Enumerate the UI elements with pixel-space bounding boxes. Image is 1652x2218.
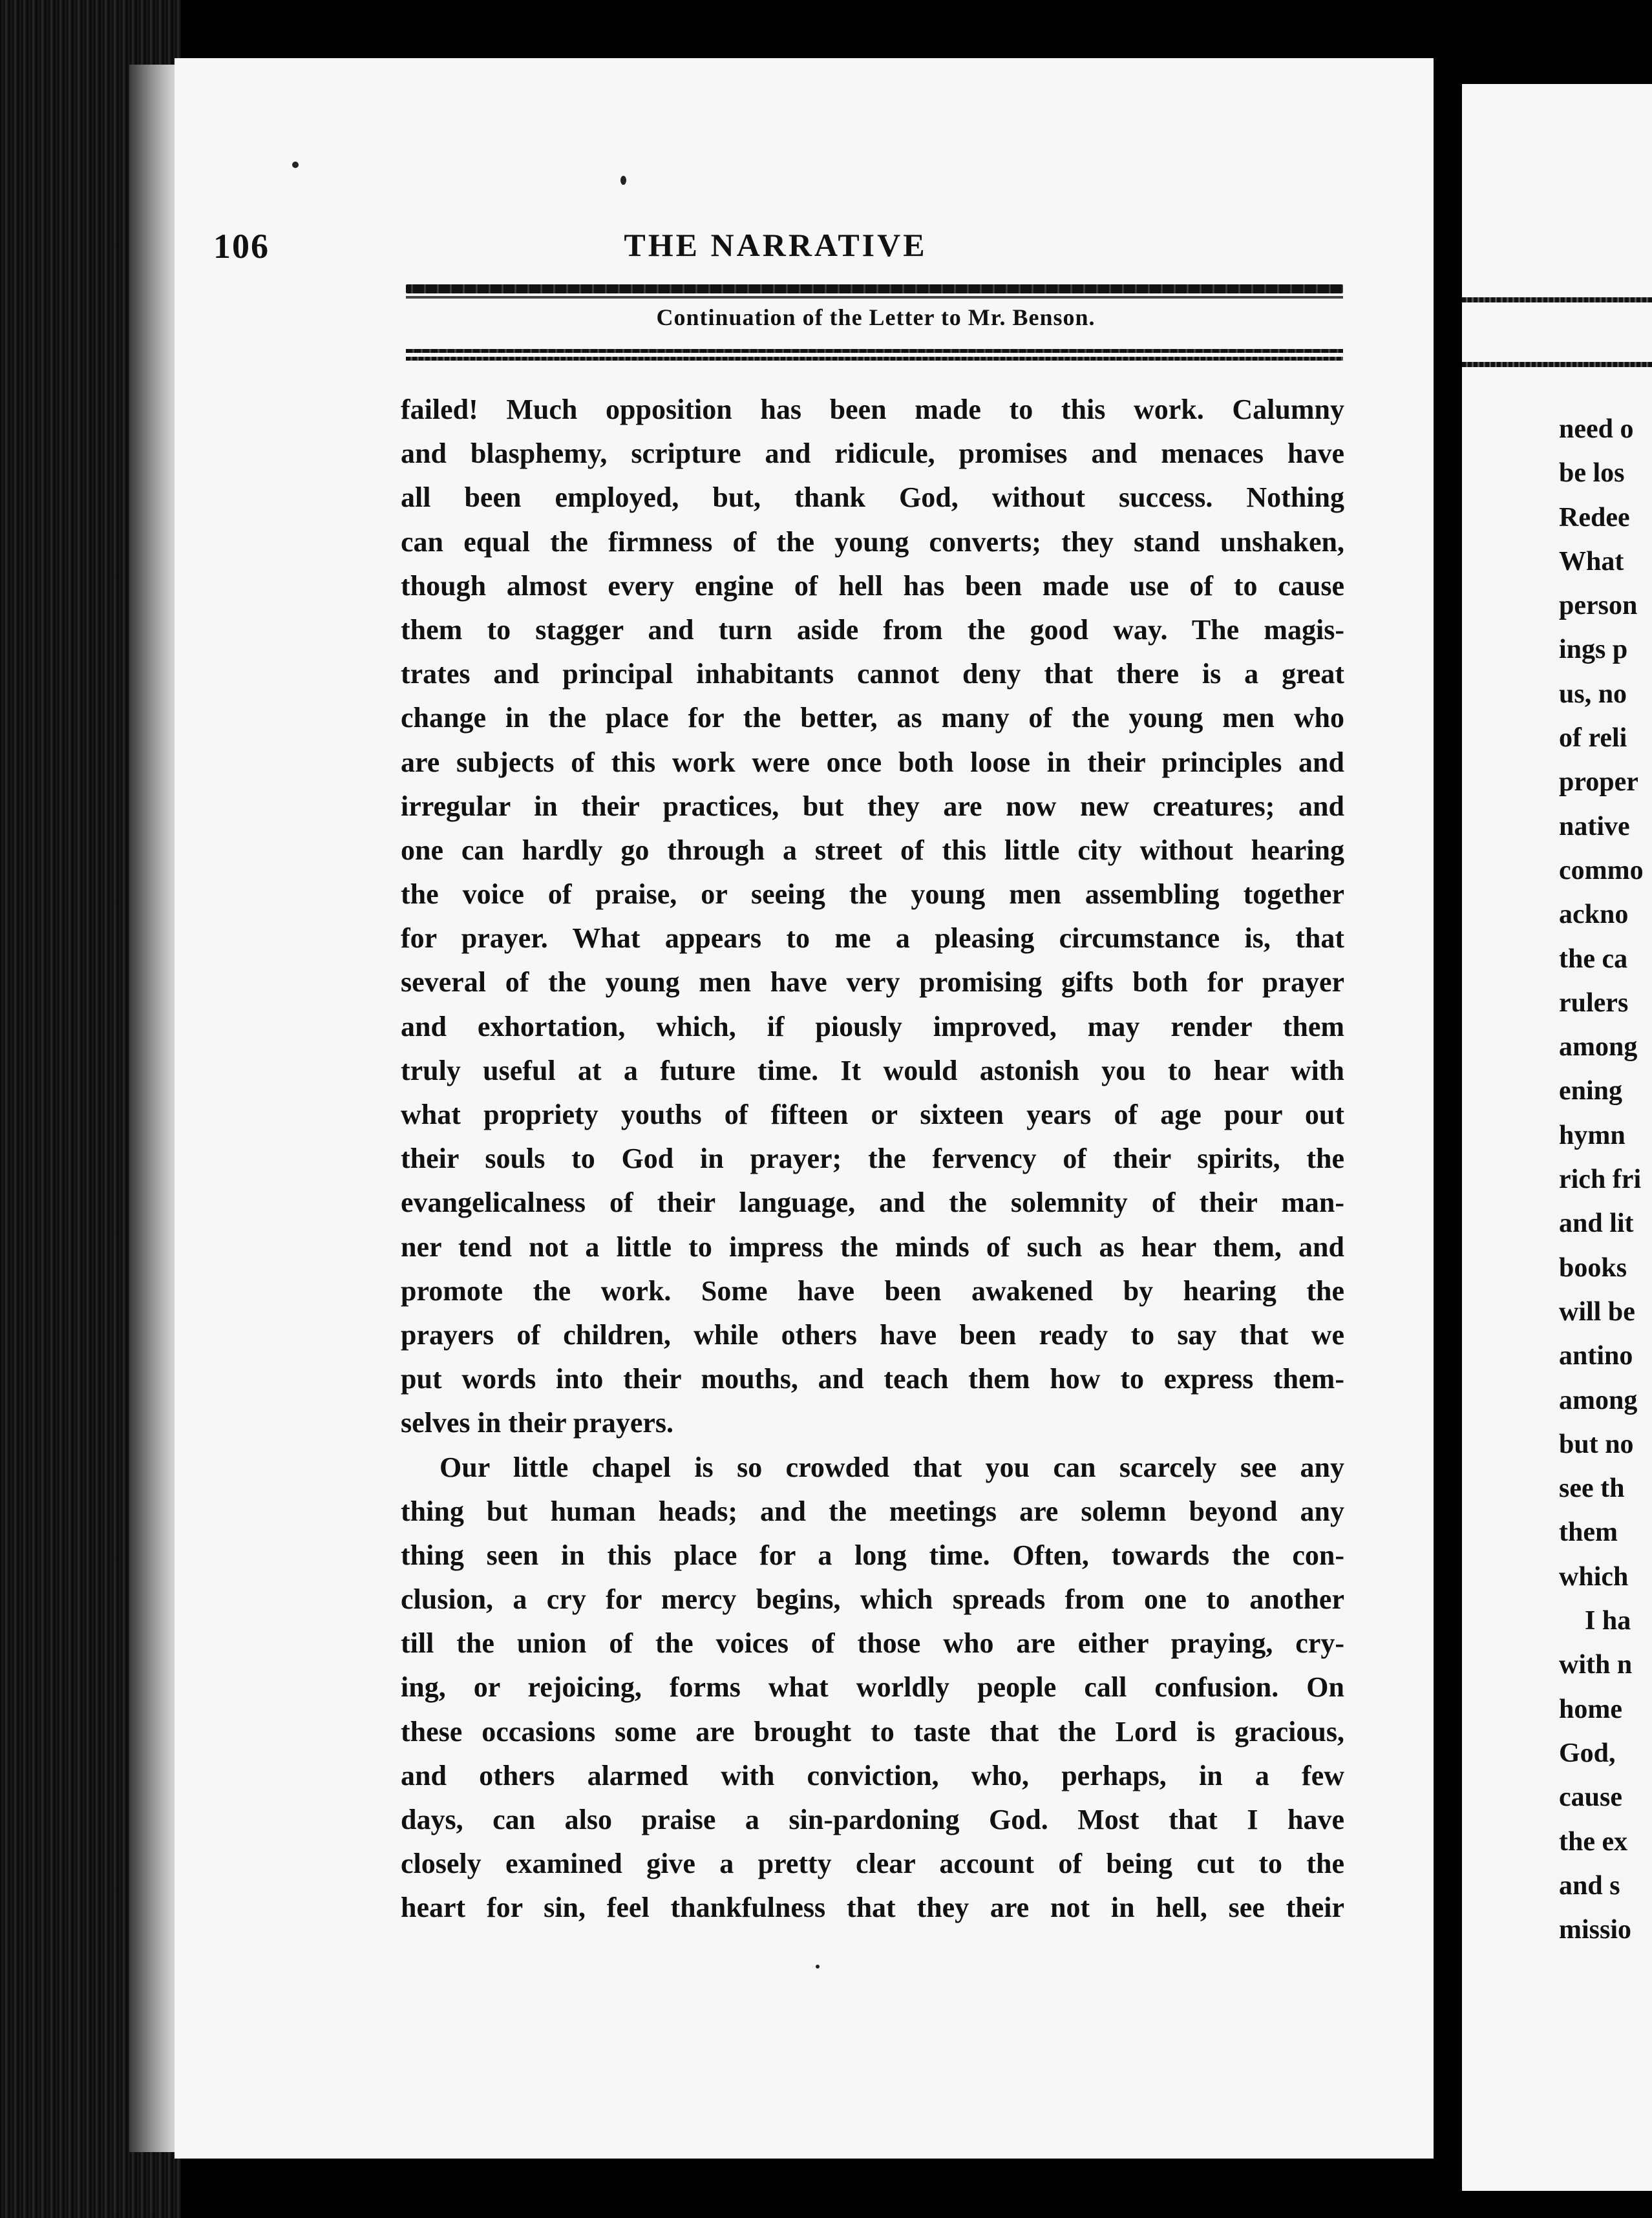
text-line: the voice of praise, or seeing the young men assembling together: [401, 878, 1344, 911]
print-speck: [816, 1965, 820, 1969]
facing-page-line: among: [1559, 1385, 1638, 1415]
facing-page-line: proper: [1559, 767, 1638, 797]
facing-page-line: and s: [1559, 1870, 1620, 1901]
facing-page-line: see th: [1559, 1473, 1625, 1504]
facing-page-line: What: [1559, 546, 1624, 576]
facing-page-line: need o: [1559, 414, 1634, 444]
text-line: failed! Much opposition has been made to this work. Calumny: [401, 394, 1344, 425]
text-line: till the union of the voices of those who are either praying, cry-: [401, 1627, 1344, 1660]
facing-page-line: native: [1559, 811, 1630, 841]
text-line: days, can also praise a sin-pardoning God. Most that I have: [401, 1804, 1344, 1835]
facing-page-line: among: [1559, 1032, 1638, 1062]
facing-page-line: and lit: [1559, 1209, 1634, 1239]
facing-page-line: Redee: [1559, 502, 1630, 533]
text-line: put words into their mouths, and teach them how to express them-: [401, 1363, 1344, 1395]
facing-page-rule: [1462, 362, 1652, 367]
page-number: 106: [213, 227, 270, 266]
text-line: and others alarmed with conviction, who, perhaps, in a few: [401, 1759, 1344, 1791]
text-line: Our little chapel is so crowded that you can scarcely see any: [439, 1451, 1344, 1483]
facing-page-line: with n: [1559, 1650, 1633, 1680]
text-line: and blasphemy, scripture and ridicule, promises and menaces have: [401, 438, 1344, 470]
text-line: what propriety youths of fifteen or sixteen years of age pour out: [401, 1099, 1344, 1130]
print-speck: [620, 176, 626, 185]
facing-page-line: rich fri: [1559, 1165, 1642, 1195]
text-line: their souls to God in prayer; the fervency of their spirits, the: [401, 1143, 1344, 1175]
body-text: [401, 388, 1344, 1930]
text-line: ing, or rejoicing, forms what worldly people call confusion. On: [401, 1671, 1344, 1704]
facing-page-rule: [1462, 297, 1652, 302]
text-line: selves in their prayers.: [401, 1407, 674, 1439]
facing-page-line: home: [1559, 1694, 1622, 1724]
text-line: ner tend not a little to impress the minds of such as hear them, and: [401, 1230, 1344, 1263]
text-line: change in the place for the better, as many of the young men who: [401, 702, 1344, 734]
facing-page-line: the ca: [1559, 944, 1628, 974]
facing-page-line: hymn: [1559, 1120, 1626, 1150]
header-rule: [406, 284, 1343, 293]
facing-page: [1462, 84, 1652, 2191]
subheading-rule-double: [406, 357, 1343, 361]
facing-page-line: I ha: [1585, 1606, 1631, 1636]
text-line: though almost every engine of hell has been made use of to cause: [401, 569, 1344, 602]
text-line: several of the young men have very promising gifts both for prayer: [401, 966, 1344, 998]
text-line: evangelicalness of their language, and the solemnity of their man-: [401, 1187, 1344, 1219]
text-line: promote the work. Some have been awakened by hearing the: [401, 1274, 1344, 1307]
text-line: thing seen in this place for a long time. Often, towards the con-: [401, 1539, 1344, 1571]
text-line: are subjects of this work were once both loose in their principles and: [401, 746, 1344, 778]
text-line: can equal the firmness of the young converts; they stand unshaken,: [401, 525, 1344, 558]
text-line: closely examined give a pretty clear account of being cut to the: [401, 1848, 1344, 1880]
facing-page-line: rulers: [1559, 988, 1629, 1018]
text-line: clusion, a cry for mercy begins, which spreads from one to another: [401, 1583, 1344, 1616]
facing-page-line: commo: [1559, 855, 1644, 885]
text-line: thing but human heads; and the meetings are solemn beyond any: [401, 1495, 1344, 1527]
facing-page-line: be los: [1559, 458, 1625, 489]
text-line: trates and principal inhabitants cannot deny that there is a great: [401, 658, 1344, 690]
facing-page-line: which: [1559, 1561, 1629, 1592]
facing-page-line: them: [1559, 1517, 1618, 1548]
text-line: one can hardly go through a street of this little city without hearing: [401, 834, 1344, 866]
header-rule-thin: [406, 296, 1343, 299]
facing-page-line: of reli: [1559, 723, 1627, 754]
facing-page-line: books: [1559, 1252, 1627, 1283]
text-line: irregular in their practices, but they are now new creatures; and: [401, 790, 1344, 822]
text-line: heart for sin, feel thankfulness that they are not in hell, see their: [401, 1892, 1344, 1924]
text-line: and exhortation, which, if piously improved, may render them: [401, 1010, 1344, 1042]
facing-page-line: ings p: [1559, 635, 1628, 665]
text-line: prayers of children, while others have been ready to say that we: [401, 1318, 1344, 1351]
section-subheading: Continuation of the Letter to Mr. Benson.: [656, 304, 1096, 330]
subheading-rule: [406, 349, 1343, 353]
running-title: THE NARRATIVE: [624, 227, 927, 263]
facing-page-line: but no: [1559, 1429, 1634, 1459]
facing-page-line: God,: [1559, 1738, 1616, 1768]
text-line: for prayer. What appears to me a pleasing circumstance is, that: [401, 922, 1344, 955]
text-line: all been employed, but, thank God, without success. Nothing: [401, 481, 1344, 514]
facing-page-line: ackno: [1559, 900, 1629, 930]
page-header: [213, 226, 1351, 278]
facing-page-line: person: [1559, 591, 1638, 621]
facing-page-line: antino: [1559, 1341, 1633, 1371]
facing-page-line: missio: [1559, 1915, 1632, 1945]
text-line: truly useful at a future time. It would astonish you to hear with: [401, 1054, 1344, 1086]
print-speck: [292, 162, 299, 168]
page-edge-shadow: [129, 65, 181, 2152]
facing-page-line: ening: [1559, 1076, 1623, 1106]
facing-page-line: cause: [1559, 1782, 1622, 1813]
facing-page-line: us, no: [1559, 679, 1627, 709]
facing-page-text: [1559, 407, 1652, 1952]
facing-page-line: the ex: [1559, 1826, 1628, 1857]
facing-page-line: will be: [1559, 1296, 1635, 1327]
text-line: these occasions some are brought to taste that the Lord is gracious,: [401, 1715, 1344, 1748]
text-line: them to stagger and turn aside from the good way. The magis-: [401, 613, 1344, 646]
